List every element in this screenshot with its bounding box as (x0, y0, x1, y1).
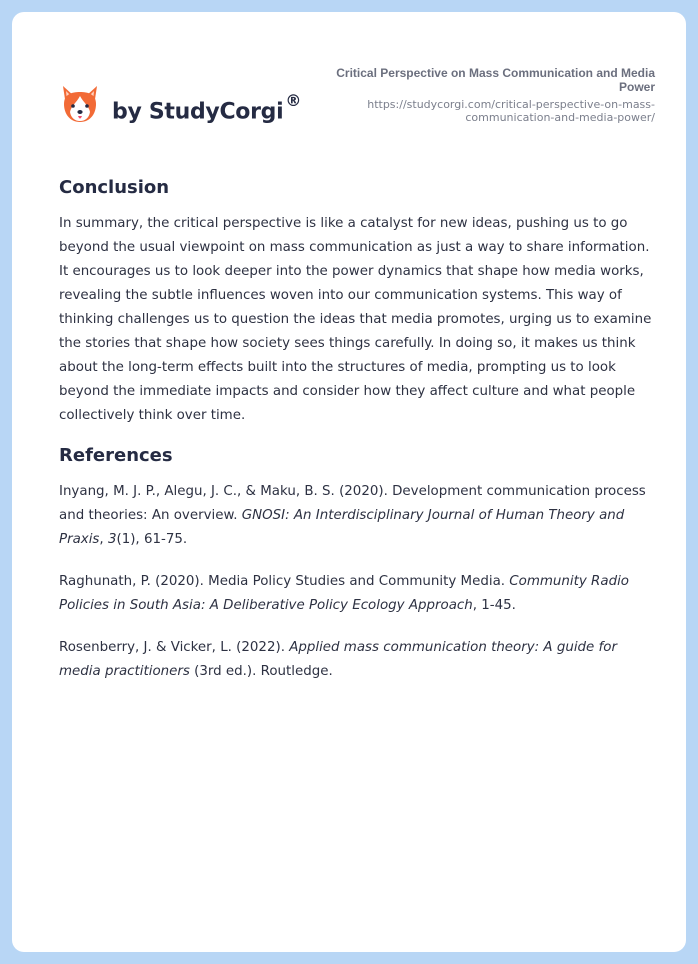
document-page (12, 12, 686, 952)
reference-item: Rosenberry, J. & Vicker, L. (2022). Applied mass communication theory: A guide for media practitioners (3rd ed.). Routledge. (59, 640, 617, 679)
registered-mark: ® (285, 91, 302, 111)
reference-item: Raghunath, P. (2020). Media Policy Studies and Community Media. Community Radio Policies in South Asia: A Deliberative Policy Ecology Approach, 1-45. (59, 574, 629, 613)
main-content (59, 176, 655, 702)
brand-name: by StudyCorgi ® (112, 91, 302, 125)
studycorgi-logo[interactable] (60, 76, 301, 136)
conclusion-paragraph: In summary, the critical perspective is like a catalyst for new ideas, pushing us to go beyond the usual viewpoint on mass communication as just a way to share information. It encourages us to look deeper into the power dynamics that shape how media works, revealing the subtle influences woven into our communication systems. This way of thinking challenges us to question the ideas that media promotes, urging us to examine the stories that shape how society sees things carefully. In doing so, it makes us think about the long-term effects built into the structures of media, prompting us to look beyond the immediate impacts and consider how they affect culture and what people collectively think over time. (59, 216, 652, 423)
document-title: Critical Perspective on Mass Communication and Media Power (336, 66, 655, 94)
reference-item: Inyang, M. J. P., Alegu, J. C., & Maku, B. S. (2020). Development communication process and theories: An overview. GNOSI: An Interdisciplinary Journal of Human Theory and Praxis, 3(1), 61-75. (59, 484, 646, 547)
corgi-icon (60, 84, 100, 128)
conclusion-heading: Conclusion (59, 177, 170, 198)
references-heading: References (59, 445, 173, 466)
document-source (315, 66, 655, 124)
document-url[interactable]: https://studycorgi.com/critical-perspective-on-mass-communication-and-media-power/ (367, 98, 655, 124)
